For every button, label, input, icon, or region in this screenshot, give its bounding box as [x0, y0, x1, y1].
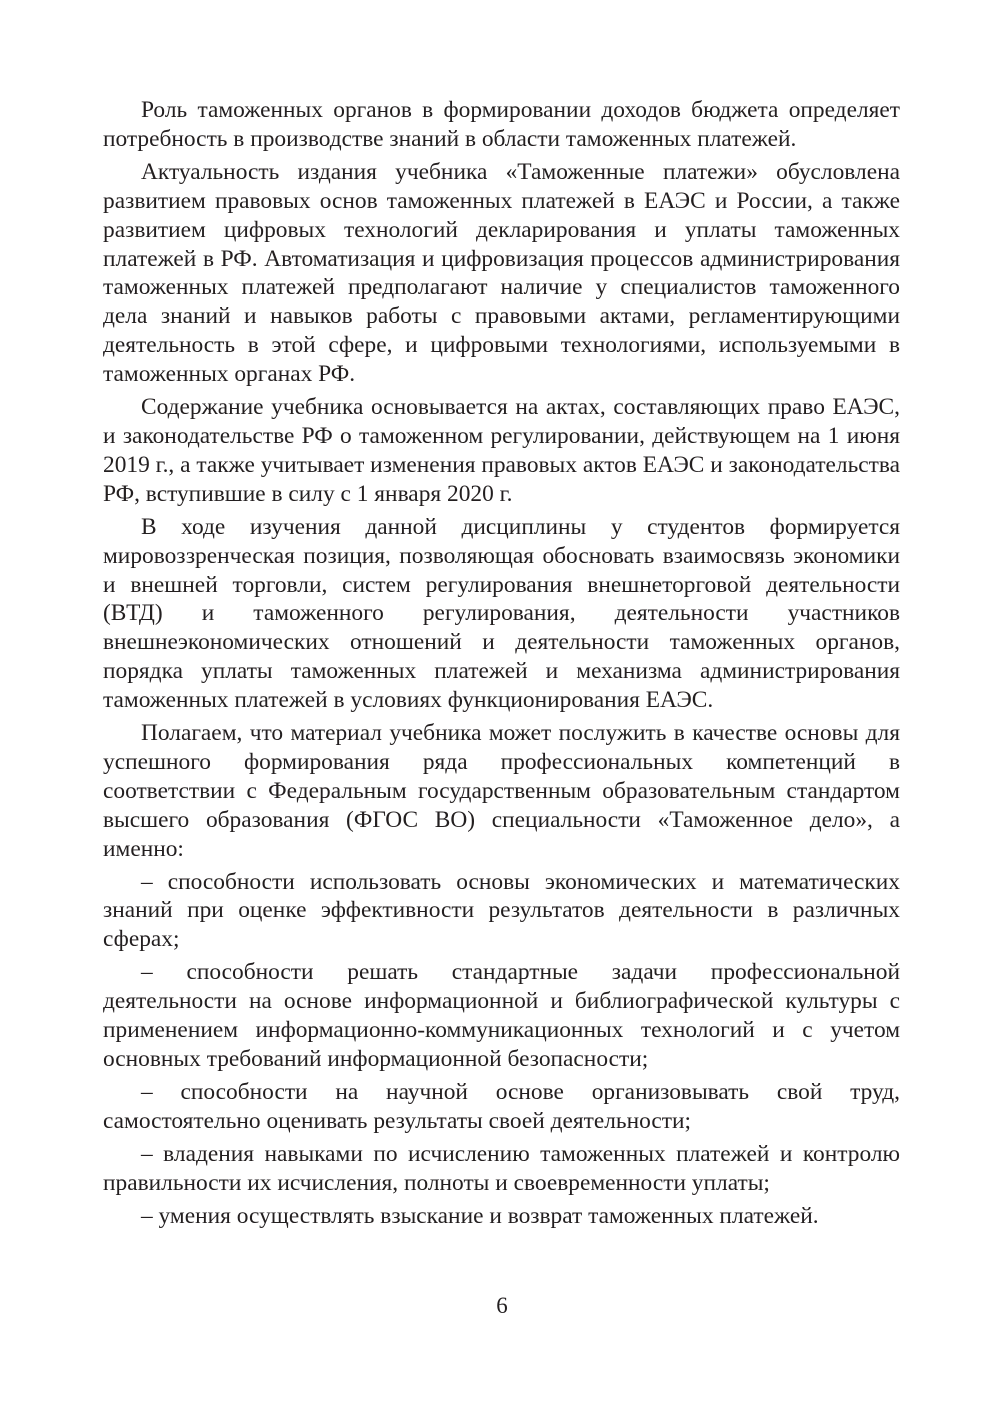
paragraph-worldview: В ходе изучения данной дисциплины у студентов формируется мировоззренческая позиция, позволяющая обосновать взаимосвязь экономики и внешней торговли, систем регулирования внешнеторговой деятельности (ВТД) и таможенного регулирования, деятельности участников внешнеэкономических отношений и деятельности таможенных органов, порядка уплаты таможенных платежей и механизма администрирования таможенных платежей в условиях функционирования ЕАЭС.: [103, 513, 900, 714]
paragraph-competencies-intro: Полагаем, что материал учебника может послужить в качестве основы для успешного формирования ряда профессиональных компетенций в соответствии с Федеральным государственным образовательным стандартом высшего образования (ФГОС ВО) специальности «Таможенное дело», а именно:: [103, 720, 900, 862]
paragraph-relevance: Актуальность издания учебника «Таможенные платежи» обусловлена развитием правовых основ таможенных платежей в ЕАЭС и России, а также развитием цифровых технологий декларирования и уплаты таможенных платежей в РФ. Автоматизация и цифровизация процессов администрирования таможенных платежей предполагают наличие у специалистов таможенного дела знаний и навыков работы с правовыми актами, регламентирующими деятельность в этой сфере, и цифровыми технологиями, используемыми в таможенных органах РФ.: [103, 158, 900, 388]
list-item: – способности использовать основы экономических и математических знаний при оценке эффективности результатов деятельности в различных сферах;: [103, 868, 900, 953]
page-body: [103, 96, 900, 1234]
page-number: 6: [496, 1293, 508, 1318]
competencies-list: [103, 868, 900, 1231]
paragraph-role-of-customs: Роль таможенных органов в формировании доходов бюджета определяет потребность в производстве знаний в области таможенных платежей.: [103, 97, 900, 152]
list-item: – умения осуществлять взыскание и возврат таможенных платежей.: [141, 1202, 819, 1229]
paragraph-content-basis: Содержание учебника основывается на актах, составляющих право ЕАЭС, и законодательстве РФ о таможенном регулировании, действующем на 1 июня 2019 г., а также учитывает изменения правовых актов ЕАЭС и законодательства РФ, вступившие в силу с 1 января 2020 г.: [103, 394, 900, 507]
list-item: – способности на научной основе организовывать свой труд, самостоятельно оценивать результаты своей деятельности;: [103, 1078, 900, 1134]
list-item: – способности решать стандартные задачи профессиональной деятельности на основе информационной и библиографической культуры с применением информационно-коммуникационных технологий и с учетом основных требований информационной безопасности;: [103, 959, 900, 1072]
list-item: – владения навыками по исчислению таможенных платежей и контролю правильности их исчисления, полноты и своевременности уплаты;: [103, 1140, 900, 1196]
